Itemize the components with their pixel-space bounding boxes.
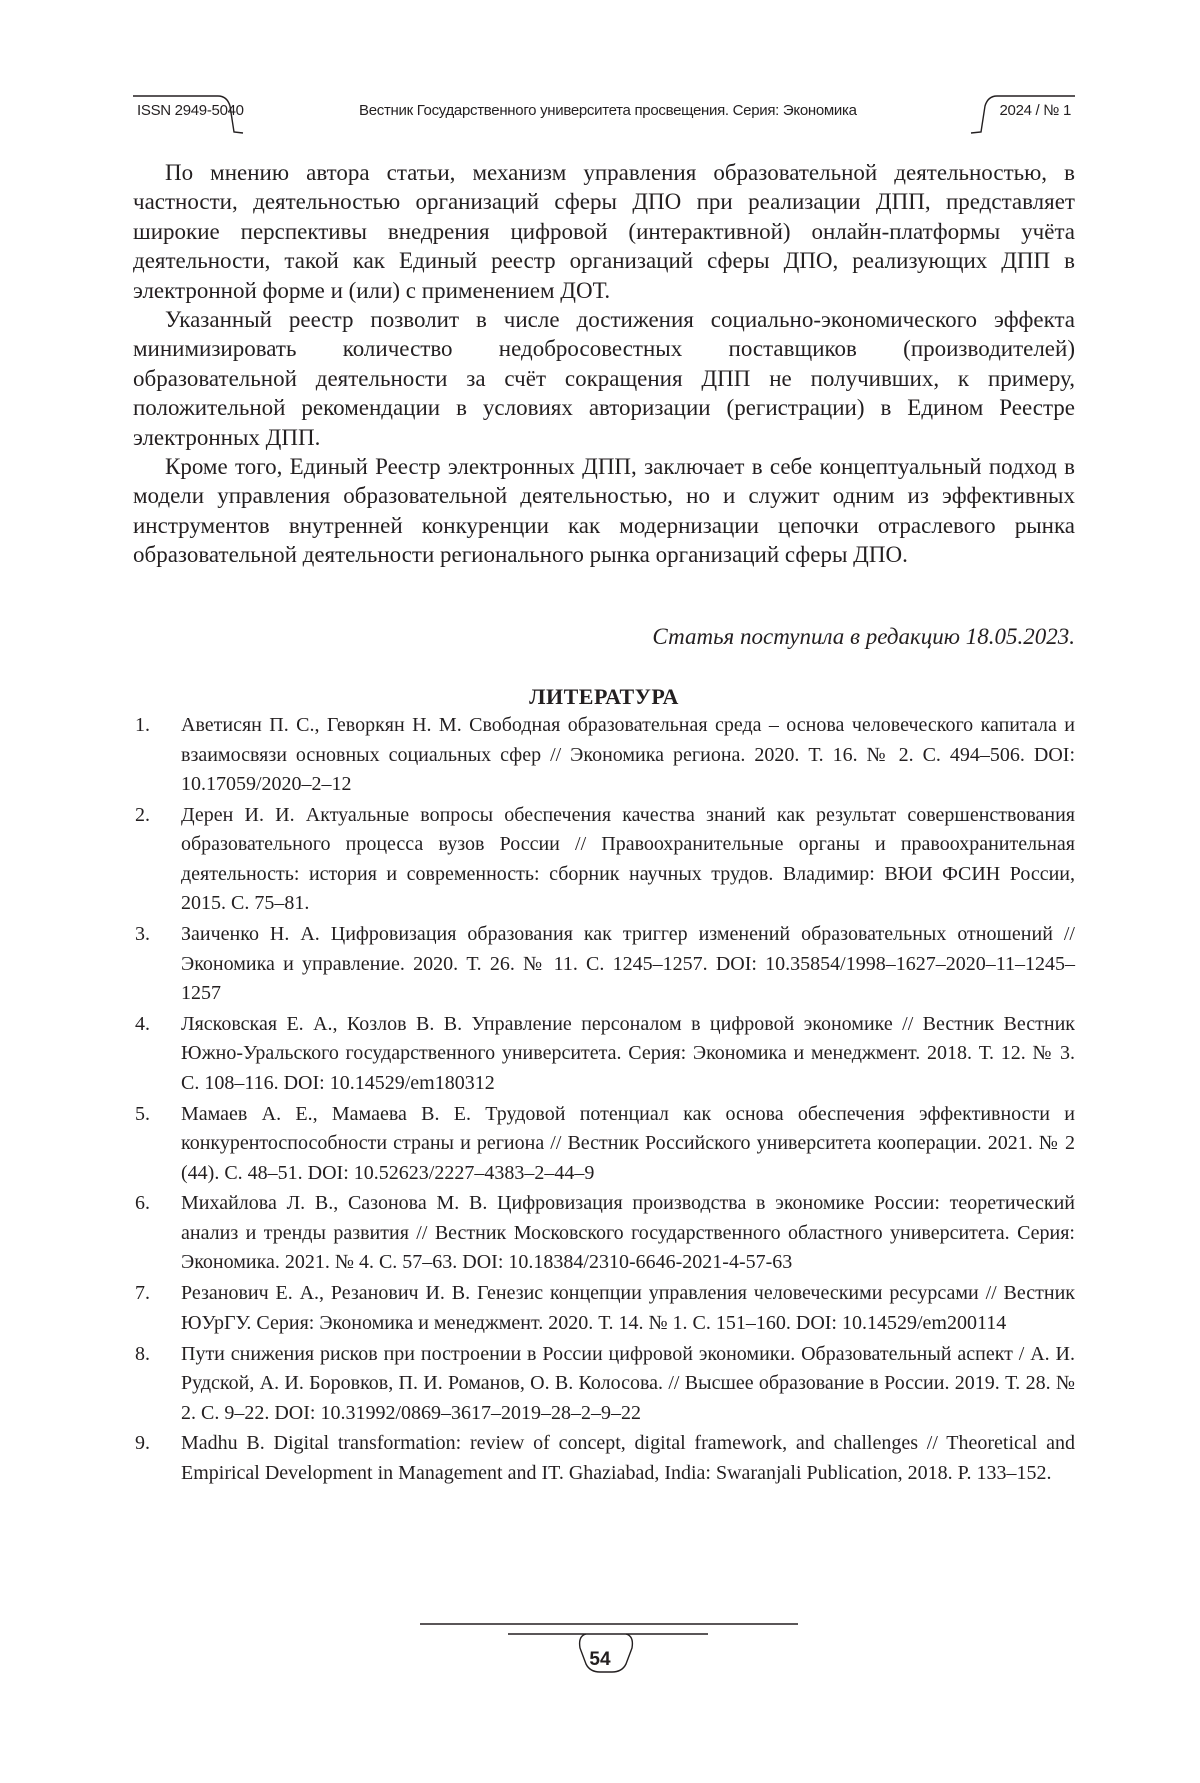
reference-item	[133, 1340, 1075, 1429]
reference-item	[133, 1279, 1075, 1338]
paragraph: Указанный реестр позволит в числе достижения социально-экономического эффекта минимизировать количество недобросовестных поставщиков (производителей) образовательной деятельности за счёт сокращения ДПП не получивших, к примеру, положительной рекомендации в условиях авторизации (регистрации) в Едином Реестре электронных ДПП.	[133, 307, 1075, 450]
reference-item	[133, 801, 1075, 919]
received-date-note: Статья поступила в редакцию 18.05.2023.	[652, 624, 1075, 649]
reference-item	[133, 711, 1075, 800]
reference-item	[133, 1010, 1075, 1099]
header-journal-title: Вестник Государственного университета просвещения. Серия: Экономика	[359, 102, 857, 119]
reference-number: 5.	[135, 1102, 150, 1125]
reference-text: Заиченко Н. А. Цифровизация образования как триггер изменений образовательных отношений // Экономика и управление. 2020. Т. 26. № 11. С. 1245–1257. DOI: 10.35854/1998–1627–2020–11–1245–1257	[181, 923, 1075, 1005]
reference-text: Михайлова Л. В., Сазонова М. В. Цифровизация производства в экономике России: теоретический анализ и тренды развития // Вестник Московского государственного областного университета. Серия: Экономика. 2021. № 4. С. 57–63. DOI: 10.18384/2310-6646-2021-4-57-63	[181, 1192, 1075, 1274]
reference-text: Лясковская Е. А., Козлов В. В. Управление персоналом в цифровой экономике // Вестник Вестник Южно-Уральского государственного университета. Серия: Экономика и менеджмент. 2018. Т. 12. № 3. С. 108–116. DOI: 10.14529/em180312	[181, 1012, 1075, 1094]
reference-number: 6.	[135, 1192, 150, 1215]
reference-text: Madhu B. Digital transformation: review of concept, digital framework, and challenges // Theoretical and Empirical Development in Management and IT. Ghaziabad, India: Swaranjali Publication, 2018. P. 133–152.	[181, 1432, 1075, 1484]
reference-number: 3.	[135, 923, 150, 946]
reference-item	[133, 920, 1075, 1009]
paragraph: Кроме того, Единый Реестр электронных ДПП, заключает в себе концептуальный подход в модели управления образовательной деятельностью, но и служит одним из эффективных инструментов внутренней конкуренции как модернизации цепочки отраслевого рынка образовательной деятельности регионального рынка организаций сферы ДПО.	[133, 454, 1075, 568]
header-issn: ISSN 2949-5040	[137, 102, 244, 119]
running-header	[133, 92, 1075, 138]
reference-list	[133, 711, 1075, 1490]
article-body	[133, 158, 1075, 570]
reference-text: Аветисян П. С., Геворкян Н. М. Свободная образовательная среда – основа человеческого капитала и взаимосвязи основных социальных сфер // Экономика региона. 2020. Т. 16. № 2. С. 494–506. DOI: 10.17059/2020–2–12	[181, 714, 1075, 795]
reference-number: 7.	[135, 1282, 150, 1305]
reference-number: 1.	[135, 714, 150, 736]
reference-number: 4.	[135, 1012, 150, 1035]
reference-item	[133, 1100, 1075, 1189]
reference-number: 9.	[135, 1432, 150, 1455]
reference-number: 8.	[135, 1342, 150, 1365]
reference-text: Дерен И. И. Актуальные вопросы обеспечения качества знаний как результат совершенствования образовательного процесса вузов России // Правоохранительные органы и правоохранительная деятельность: история и современность: сборник научных трудов. Владимир: ВЮИ ФСИН России, 2015. С. 75–81.	[181, 803, 1075, 915]
paragraph: По мнению автора статьи, механизм управления образовательной деятельностью, в частности, деятельностью организаций сферы ДПО при реализации ДПП, представляет широкие перспективы внедрения цифровой (интерактивной) онлайн-платформы учёта деятельности, такой как Единый реестр организаций сферы ДПО, реализующих ДПП в электронной форме и (или) с применением ДОТ.	[133, 160, 1075, 303]
reference-item	[133, 1429, 1075, 1488]
reference-text: Пути снижения рисков при построении в России цифровой экономики. Образовательный аспект / А. И. Рудской, А. И. Боровков, П. И. Романов, О. В. Колосова. // Высшее образование в России. 2019. Т. 28. № 2. С. 9–22. DOI: 10.31992/0869–3617–2019–28–2–9–22	[181, 1342, 1075, 1424]
reference-item	[133, 1189, 1075, 1278]
page-footer	[0, 1620, 1200, 1690]
references-heading: ЛИТЕРАТУРА	[529, 684, 679, 709]
page-number: 54	[589, 1649, 611, 1670]
header-issue: 2024 / № 1	[999, 102, 1071, 119]
reference-text: Резанович Е. А., Резанович И. В. Генезис концепции управления человеческими ресурсами // Вестник ЮУрГУ. Серия: Экономика и менеджмент. 2020. Т. 14. № 1. С. 151–160. DOI: 10.14529/em200114	[181, 1282, 1075, 1334]
reference-text: Мамаев А. Е., Мамаева В. Е. Трудовой потенциал как основа обеспечения эффективности и конкурентоспособности страны и региона // Вестник Российского университета кооперации. 2021. № 2 (44). С. 48–51. DOI: 10.52623/2227–4383–2–44–9	[181, 1102, 1075, 1184]
reference-number: 2.	[135, 803, 150, 826]
